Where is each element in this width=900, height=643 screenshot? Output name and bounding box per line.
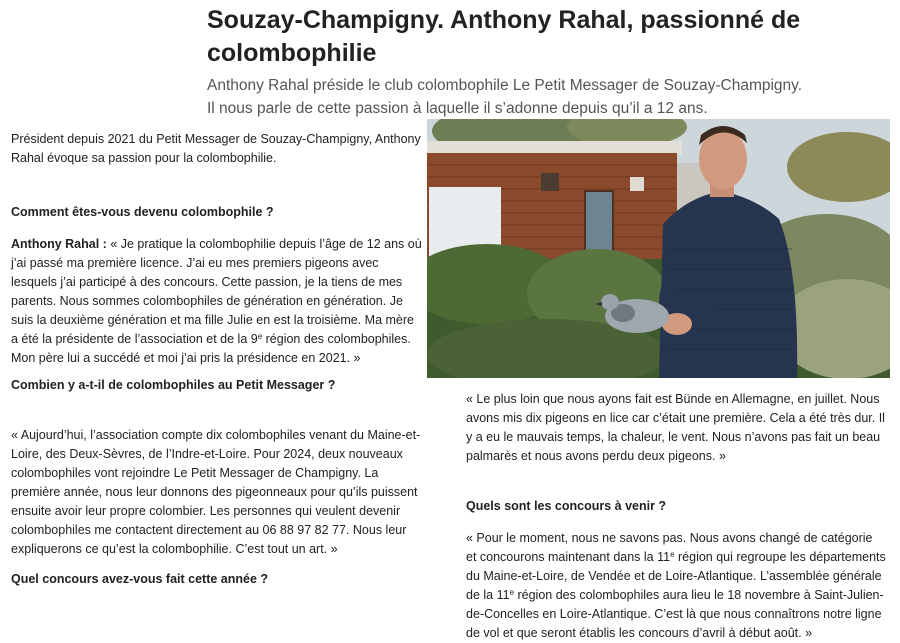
answer-3: « Le plus loin que nous ayons fait est Bünde en Allemagne, en juillet. Nous avons mis dix pigeons en lice car c’était une première. Cela a été très dur. Il y a eu le mauvais temps, la chaleur, le vent. Nous n’avons pas fait un beau palmarès et nous avons perdu deux pigeons. » [466, 392, 885, 463]
question-1: Comment êtes-vous devenu colombophile ? [11, 205, 274, 219]
article-photo [427, 119, 890, 378]
speaker-name: Anthony Rahal : [11, 237, 107, 251]
answer-4-sup2: e [509, 588, 515, 597]
article-lede: Anthony Rahal préside le club colombophile Le Petit Messager de Souzay-Champigny. Il nous parle de cette passion à laquelle il s’adonne depuis qu’il a 12 ans. [207, 77, 803, 117]
article-title: Souzay-Champigny. Anthony Rahal, passionné de colombophilie [207, 6, 801, 67]
answer-1-text-end: région des colombophiles. Mon père lui a succédé et moi j’ai pris la présidence en 2021. » [11, 332, 411, 365]
answer-1 [11, 235, 423, 368]
question-3: Quel concours avez-vous fait cette année ? [11, 572, 269, 586]
answer-1-text: « Je pratique la colombophilie depuis l’âge de 12 ans où j’ai passé ma première licence. J’ai eu mes premiers pigeons avec lesquels j’ai participé à des concours. Cette passion, je la tiens de mes parents. Nous sommes colombophiles de génération en génération. Je suis la deuxième génération et ma fille Julie en est la troisième. Ma mère a été la présidente de l’association et de la 9 [11, 237, 422, 346]
answer-4-part3: région des colombophiles aura lieu le 18 novembre à Saint-Julien-de-Concelles en Loire-Atlantique. C’est là que nous connaîtrons notre ligne de vol et que seront établis les concours d’avril à début août. » [466, 588, 884, 640]
answer-2: « Aujourd’hui, l’association compte dix colombophiles venant du Maine-et-Loire, des Deux-Sèvres, de l’Indre-et-Loire. Pour 2024, deux nouveaux colombophiles vont rejoindre Le Petit Messager de Champigny. La première année, nous leur donnons des pigeonneaux pour qu’ils puissent ensuite avoir leur propre colombier. Les personnes qui veulent devenir colombophiles me contactent directement au 06 88 97 82 77. Nous leur expliquerons ce qu’est la colombophilie. C’est tout un art. » [11, 428, 421, 556]
article-body-left [11, 130, 423, 602]
photo-illustration [427, 119, 890, 378]
question-4: Quels sont les concours à venir ? [466, 499, 667, 513]
question-2: Combien y a-t-il de colombophiles au Petit Messager ? [11, 378, 336, 392]
answer-4-part2: région qui regroupe les départements du Maine-et-Loire, de Vendée et de Loire-Atlantique. L’assemblée générale de la 11 [466, 550, 886, 602]
answer-4-part1: « Pour le moment, nous ne savons pas. Nous avons changé de catégorie et concourons maintenant dans la 11 [466, 531, 873, 564]
answer-4 [466, 529, 886, 643]
article-body-right [466, 390, 886, 643]
answer-4-sup1: e [670, 550, 675, 559]
answer-1-sup: e [257, 332, 263, 341]
article-intro: Président depuis 2021 du Petit Messager de Souzay-Champigny, Anthony Rahal évoque sa passion pour la colombophilie. [11, 132, 421, 165]
